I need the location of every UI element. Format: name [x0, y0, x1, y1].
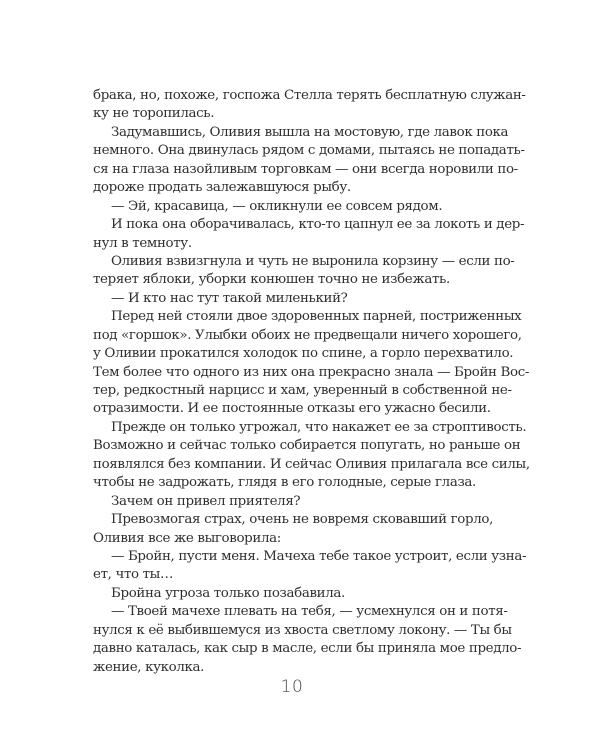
text-line: отразимости. И ее постоянные отказы его ужасно бесили. — [93, 401, 491, 417]
text-line: теряет яблоки, уборки конюшен точно не избежать. — [93, 272, 450, 288]
text-line: Оливия взвизгнула и чуть не выронила корзину — если по- — [111, 253, 515, 269]
text-line: Оливия все же выговорила: — [93, 530, 281, 546]
text-line: под «горшок». Улыбки обоих не предвещали ничего хорошего, — [93, 327, 522, 343]
text-line: — Бройн, пусти меня. Мачеха тебе такое устроит, если узна- — [111, 548, 527, 564]
text-line: Задумавшись, Оливия вышла на мостовую, где лавок пока — [111, 124, 509, 140]
text-line: — Твоей мачехе плевать на тебя, — усмехнулся он и потя- — [111, 604, 508, 620]
text-line: давно каталась, как сыр в масле, если бы приняла мое предло- — [93, 641, 522, 657]
text-line: ку не торопилась. — [93, 106, 215, 122]
text-line: у Оливии прокатился холодок по спине, а горло перехватило. — [93, 346, 514, 362]
text-line: Превозмогая страх, очень не вовремя сковавший горло, — [111, 512, 493, 528]
text-line: И пока она оборачивалась, кто-то цапнул ее за локоть и дер- — [111, 217, 525, 233]
text-line: тер, редкостный нарцисс и хам, уверенный в собственной не- — [93, 383, 512, 398]
text-line: появлялся без компании. И сейчас Оливия прилагала все силы, — [93, 456, 530, 472]
text-line: ся на глаза назойливым торговкам — они всегда норовили по- — [93, 161, 518, 177]
text-line: — Эй, красавица, — окликнули ее совсем рядом. — [111, 198, 443, 214]
body-text — [93, 87, 530, 677]
text-line: Зачем он привел приятеля? — [111, 493, 301, 509]
text-line: немного. Она двинулась рядом с домами, пытаясь не попадать- — [93, 143, 525, 159]
text-line: брака, но, похоже, госпожа Стелла терять бесплатную служан- — [93, 88, 526, 103]
text-line: нул в темноту. — [93, 235, 192, 251]
text-line: жение, куколка. — [93, 659, 205, 675]
text-line: дороже продать залежавшуюся рыбу. — [93, 180, 351, 196]
text-line: Бройна угроза только позабавила. — [111, 585, 345, 601]
text-line: Прежде он только угрожал, что накажет ее за строптивость. — [111, 419, 527, 435]
text-line: ет, что ты… — [93, 567, 174, 583]
text-line: Возможно и сейчас только собирается попугать, но раньше он — [93, 438, 521, 454]
page-number: 10 — [280, 677, 304, 697]
text-line: Тем более что одного из них она прекрасно знала — Бройн Вос- — [93, 364, 530, 380]
text-line: Перед ней стояли двое здоровенных парней, постриженных — [111, 309, 522, 325]
text-line: чтобы не задрожать, глядя в его голодные, серые глаза. — [93, 475, 476, 491]
text-line: нулся к её выбившемуся из хвоста светлому локону. — Ты бы — [93, 622, 512, 638]
text-line: — И кто нас тут такой миленький? — [111, 290, 348, 306]
